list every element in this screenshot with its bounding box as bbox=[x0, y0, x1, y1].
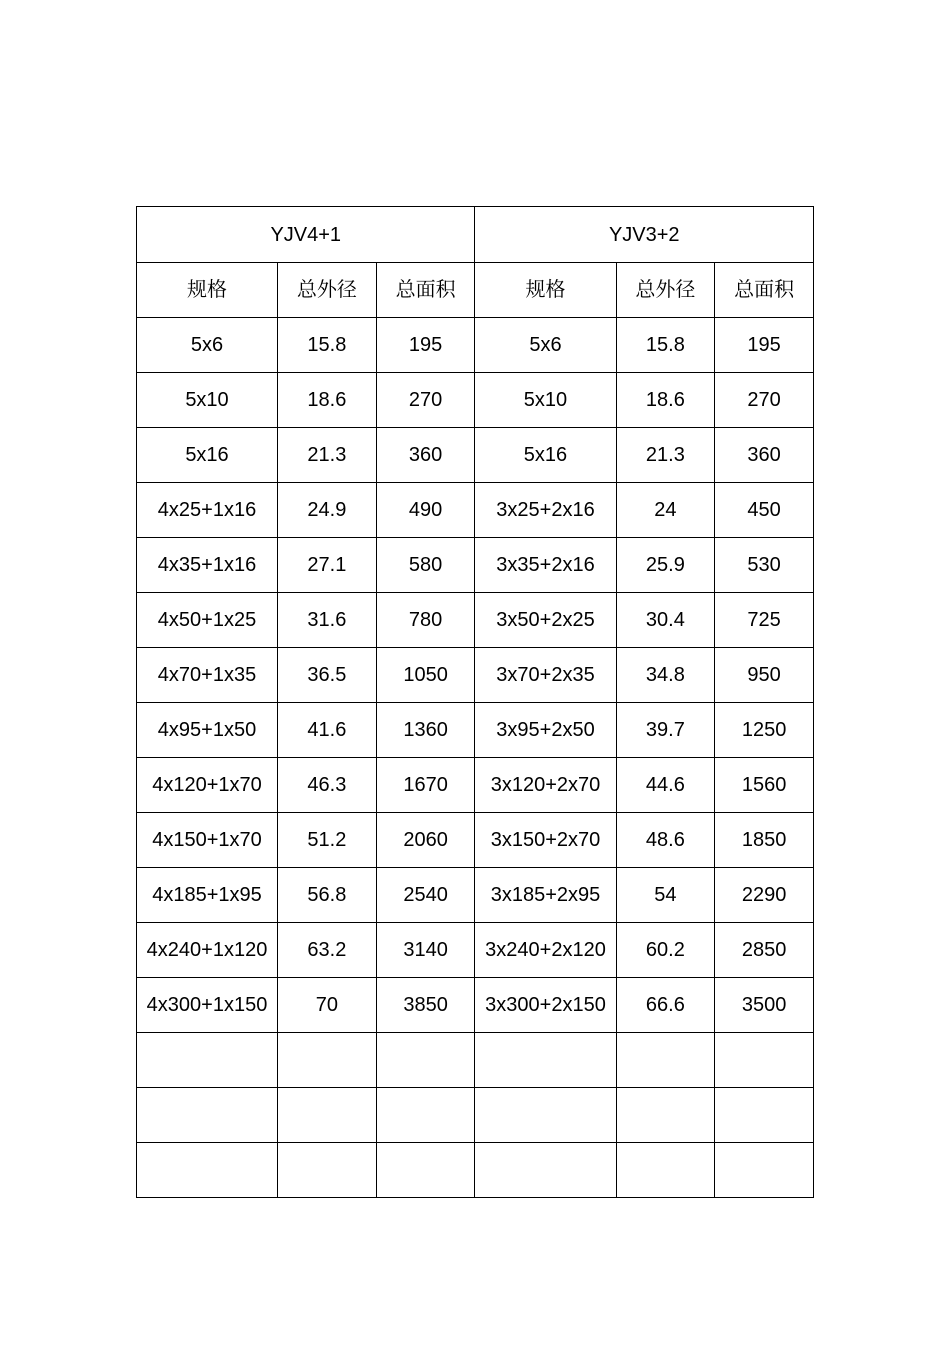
cell-outer-diameter: 44.6 bbox=[616, 758, 715, 813]
empty-table-row bbox=[137, 1033, 814, 1088]
cell-spec: 3x70+2x35 bbox=[475, 648, 616, 703]
table-row bbox=[137, 428, 814, 483]
empty-cell bbox=[616, 1088, 715, 1143]
cell-spec: 3x50+2x25 bbox=[475, 593, 616, 648]
cell-total-area: 530 bbox=[715, 538, 814, 593]
table-row bbox=[137, 978, 814, 1033]
cell-spec: 3x95+2x50 bbox=[475, 703, 616, 758]
group-title-yjv3-2: YJV3+2 bbox=[475, 207, 814, 263]
cell-outer-diameter: 24 bbox=[616, 483, 715, 538]
table-row bbox=[137, 483, 814, 538]
cell-total-area: 725 bbox=[715, 593, 814, 648]
cell-spec: 4x70+1x35 bbox=[137, 648, 278, 703]
empty-cell bbox=[278, 1088, 377, 1143]
cell-spec: 4x50+1x25 bbox=[137, 593, 278, 648]
cell-outer-diameter: 21.3 bbox=[616, 428, 715, 483]
cell-spec: 4x120+1x70 bbox=[137, 758, 278, 813]
cell-total-area: 780 bbox=[376, 593, 475, 648]
cell-outer-diameter: 46.3 bbox=[278, 758, 377, 813]
empty-cell bbox=[475, 1143, 616, 1198]
cell-spec: 3x120+2x70 bbox=[475, 758, 616, 813]
cell-total-area: 2290 bbox=[715, 868, 814, 923]
empty-cell bbox=[278, 1033, 377, 1088]
cell-outer-diameter: 48.6 bbox=[616, 813, 715, 868]
cell-outer-diameter: 25.9 bbox=[616, 538, 715, 593]
cell-spec: 5x16 bbox=[137, 428, 278, 483]
cell-spec: 5x6 bbox=[137, 318, 278, 373]
header-total-area: 总面积 bbox=[715, 263, 814, 318]
cell-total-area: 1250 bbox=[715, 703, 814, 758]
column-header-row bbox=[137, 263, 814, 318]
empty-cell bbox=[137, 1033, 278, 1088]
table-row bbox=[137, 593, 814, 648]
cell-spec: 4x25+1x16 bbox=[137, 483, 278, 538]
empty-cell bbox=[715, 1088, 814, 1143]
cell-total-area: 270 bbox=[715, 373, 814, 428]
cell-outer-diameter: 56.8 bbox=[278, 868, 377, 923]
cell-outer-diameter: 66.6 bbox=[616, 978, 715, 1033]
cell-spec: 5x16 bbox=[475, 428, 616, 483]
table-row bbox=[137, 813, 814, 868]
empty-cell bbox=[715, 1033, 814, 1088]
cell-total-area: 1050 bbox=[376, 648, 475, 703]
table-body bbox=[137, 207, 814, 1198]
header-spec: 规格 bbox=[475, 263, 616, 318]
table-row bbox=[137, 538, 814, 593]
group-title-row bbox=[137, 207, 814, 263]
cell-spec: 4x95+1x50 bbox=[137, 703, 278, 758]
empty-cell bbox=[715, 1143, 814, 1198]
cell-outer-diameter: 60.2 bbox=[616, 923, 715, 978]
cell-total-area: 3500 bbox=[715, 978, 814, 1033]
cell-total-area: 1850 bbox=[715, 813, 814, 868]
cell-total-area: 1670 bbox=[376, 758, 475, 813]
table-row bbox=[137, 923, 814, 978]
cell-outer-diameter: 36.5 bbox=[278, 648, 377, 703]
header-total-area: 总面积 bbox=[376, 263, 475, 318]
cell-spec: 3x150+2x70 bbox=[475, 813, 616, 868]
table-row bbox=[137, 373, 814, 428]
empty-table-row bbox=[137, 1088, 814, 1143]
cell-spec: 4x240+1x120 bbox=[137, 923, 278, 978]
cell-total-area: 2060 bbox=[376, 813, 475, 868]
cell-outer-diameter: 15.8 bbox=[278, 318, 377, 373]
header-outer-diameter: 总外径 bbox=[616, 263, 715, 318]
cell-total-area: 2850 bbox=[715, 923, 814, 978]
cell-outer-diameter: 54 bbox=[616, 868, 715, 923]
cell-total-area: 195 bbox=[376, 318, 475, 373]
cell-spec: 4x185+1x95 bbox=[137, 868, 278, 923]
cable-spec-table bbox=[136, 206, 814, 1198]
cell-outer-diameter: 18.6 bbox=[278, 373, 377, 428]
cell-outer-diameter: 34.8 bbox=[616, 648, 715, 703]
cell-total-area: 3850 bbox=[376, 978, 475, 1033]
cell-spec: 3x300+2x150 bbox=[475, 978, 616, 1033]
empty-cell bbox=[616, 1143, 715, 1198]
header-outer-diameter: 总外径 bbox=[278, 263, 377, 318]
cell-total-area: 950 bbox=[715, 648, 814, 703]
cell-outer-diameter: 63.2 bbox=[278, 923, 377, 978]
table-row bbox=[137, 318, 814, 373]
cell-total-area: 270 bbox=[376, 373, 475, 428]
cell-spec: 4x300+1x150 bbox=[137, 978, 278, 1033]
group-title-yjv4-1: YJV4+1 bbox=[137, 207, 475, 263]
table-row bbox=[137, 648, 814, 703]
table-row bbox=[137, 758, 814, 813]
cell-spec: 4x35+1x16 bbox=[137, 538, 278, 593]
cell-total-area: 3140 bbox=[376, 923, 475, 978]
cell-outer-diameter: 21.3 bbox=[278, 428, 377, 483]
cell-spec: 5x10 bbox=[475, 373, 616, 428]
empty-cell bbox=[376, 1088, 475, 1143]
cell-total-area: 450 bbox=[715, 483, 814, 538]
cell-outer-diameter: 24.9 bbox=[278, 483, 377, 538]
cell-outer-diameter: 27.1 bbox=[278, 538, 377, 593]
empty-cell bbox=[376, 1033, 475, 1088]
cell-total-area: 360 bbox=[376, 428, 475, 483]
cell-total-area: 195 bbox=[715, 318, 814, 373]
cell-spec: 5x6 bbox=[475, 318, 616, 373]
table-row bbox=[137, 868, 814, 923]
empty-cell bbox=[278, 1143, 377, 1198]
cell-total-area: 490 bbox=[376, 483, 475, 538]
cell-spec: 4x150+1x70 bbox=[137, 813, 278, 868]
empty-cell bbox=[475, 1088, 616, 1143]
cell-outer-diameter: 51.2 bbox=[278, 813, 377, 868]
cell-total-area: 1560 bbox=[715, 758, 814, 813]
empty-cell bbox=[376, 1143, 475, 1198]
empty-cell bbox=[475, 1033, 616, 1088]
cell-total-area: 360 bbox=[715, 428, 814, 483]
cell-outer-diameter: 31.6 bbox=[278, 593, 377, 648]
header-spec: 规格 bbox=[137, 263, 278, 318]
cell-spec: 3x185+2x95 bbox=[475, 868, 616, 923]
cell-spec: 3x35+2x16 bbox=[475, 538, 616, 593]
empty-cell bbox=[137, 1143, 278, 1198]
cell-outer-diameter: 18.6 bbox=[616, 373, 715, 428]
cell-outer-diameter: 70 bbox=[278, 978, 377, 1033]
table-row bbox=[137, 703, 814, 758]
cell-outer-diameter: 41.6 bbox=[278, 703, 377, 758]
cell-spec: 3x25+2x16 bbox=[475, 483, 616, 538]
cell-total-area: 2540 bbox=[376, 868, 475, 923]
cell-spec: 5x10 bbox=[137, 373, 278, 428]
empty-cell bbox=[137, 1088, 278, 1143]
empty-table-row bbox=[137, 1143, 814, 1198]
empty-cell bbox=[616, 1033, 715, 1088]
cell-total-area: 1360 bbox=[376, 703, 475, 758]
cell-outer-diameter: 15.8 bbox=[616, 318, 715, 373]
cell-spec: 3x240+2x120 bbox=[475, 923, 616, 978]
cell-total-area: 580 bbox=[376, 538, 475, 593]
cell-outer-diameter: 39.7 bbox=[616, 703, 715, 758]
cell-outer-diameter: 30.4 bbox=[616, 593, 715, 648]
